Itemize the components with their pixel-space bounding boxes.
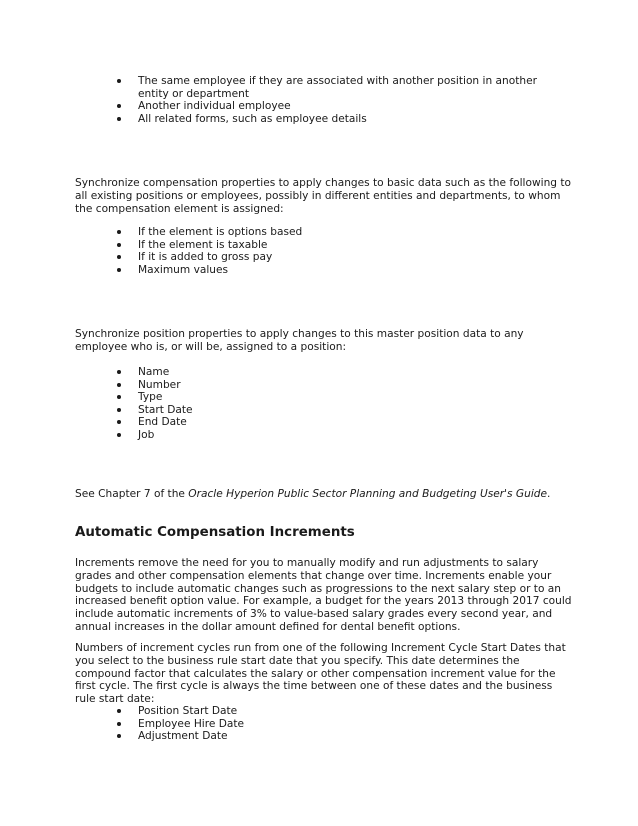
list-item: Maximum values: [114, 264, 514, 277]
see-chapter-reference: [75, 488, 595, 501]
compensation-properties-list: [114, 226, 514, 276]
list-item: Adjustment Date: [114, 730, 514, 743]
cycle-start-dates-list: [114, 705, 514, 743]
compensation-sync-paragraph: Synchronize compensation properties to apply changes to basic data such as the following to all existing positions or employees, possibly in different entities and departments, to whom the compensation element is assigned:: [75, 177, 572, 215]
position-properties-list: [114, 366, 514, 442]
employee-scope-list: [114, 75, 564, 125]
section-heading: Automatic Compensation Increments: [75, 525, 355, 540]
list-item: All related forms, such as employee details: [114, 113, 564, 126]
increment-cycles-paragraph: Numbers of increment cycles run from one of the following Increment Cycle Start Dates that you select to the business rule start date that you specify. This date determines the compound factor that calculates the salary or other compensation increment value for the first cycle. The first cycle is always the time between one of these dates and the business rule start date:: [75, 642, 566, 706]
list-item: Employee Hire Date: [114, 718, 514, 731]
list-item: Another individual employee: [114, 100, 564, 113]
increments-paragraph: Increments remove the need for you to manually modify and run adjustments to salary grades and other compensation elements that change over time. Increments enable your budgets to include automatic changes such as progressions to the next salary step or to an increased benefit option value. For example, a budget for the years 2013 through 2017 could include automatic increments of 3% to value-based salary grades every second year, and annual increases in the dollar amount defined for dental benefit options.: [75, 557, 572, 633]
guide-title: Oracle Hyperion Public Sector Planning and Budgeting User's Guide: [188, 488, 548, 500]
list-item: Name: [114, 366, 514, 379]
list-item: Start Date: [114, 404, 514, 417]
see-chapter-prefix: See Chapter 7 of the: [75, 488, 189, 500]
list-item: End Date: [114, 416, 514, 429]
list-item: If the element is taxable: [114, 239, 514, 252]
list-item: Number: [114, 379, 514, 392]
list-item: If it is added to gross pay: [114, 251, 514, 264]
list-item: Type: [114, 391, 514, 404]
list-item: Job: [114, 429, 514, 442]
see-chapter-suffix: .: [547, 488, 551, 500]
list-item: Position Start Date: [114, 705, 514, 718]
list-item: The same employee if they are associated with another position in another entity or department: [114, 75, 564, 100]
list-item: If the element is options based: [114, 226, 514, 239]
position-sync-paragraph: Synchronize position properties to apply changes to this master position data to any employee who is, or will be, assigned to a position:: [75, 328, 524, 353]
